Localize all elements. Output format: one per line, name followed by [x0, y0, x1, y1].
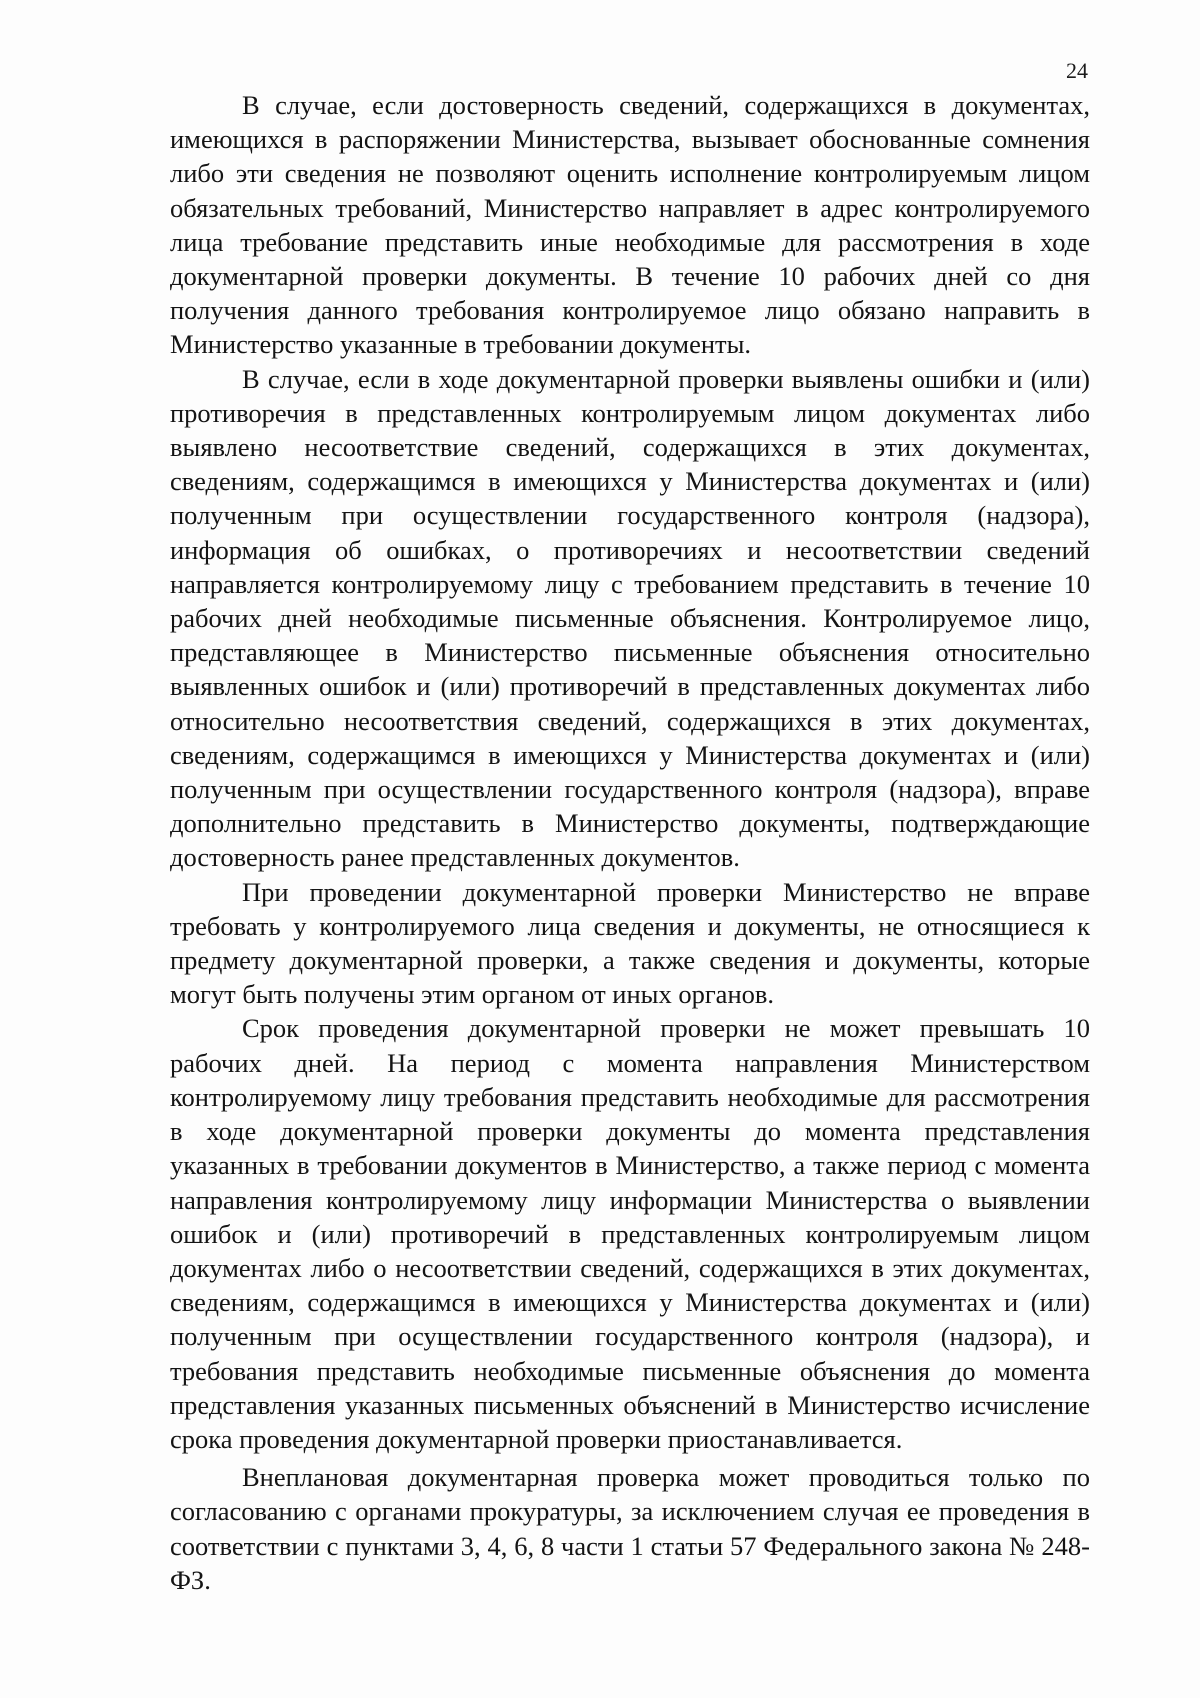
paragraph-inspection-term: Срок проведения документарной проверки не может превышать 10 рабочих дней. На период с момента направления Министерством контролируемому лицу требования представить необходимые для рассмотрения в ходе документарной проверки документы до момента представления указанных в требовании документов в Министерство, а также период с момента направления контролируемому лицу информации Министерства о выявлении ошибок и (или) противоречий в представленных контролируемым лицом документах либо о несоответствии сведений, содержащихся в этих документах, сведениям, содержащимся в имеющихся у Министерства документах и (или) полученным при осуществлении государственного контроля (надзора), и требования представить необходимые письменные объяснения до момента представления указанных письменных объяснений в Министерство исчисление срока проведения документарной проверки приостанавливается. — [170, 1013, 1090, 1454]
paragraph-errors-and-explanations: В случае, если в ходе документарной проверки выявлены ошибки и (или) противоречия в представленных контролируемым лицом документах либо выявлено несоответствие сведений, содержащихся в этих документах, сведениям, содержащимся в имеющихся у Министерства документах и (или) полученным при осуществлении государственного контроля (надзора), информация об ошибках, о противоречиях и несоответствии сведений направляется контролируемому лицу с требованием представить в течение 10 рабочих дней необходимые письменные объяснения. Контролируемое лицо, представляющее в Министерство письменные объяснения относительно выявленных ошибок и (или) противоречий в представленных документах либо относительно несоответствия сведений, содержащихся в этих документах, сведениям, содержащимся в имеющихся у Министерства документах и (или) полученным при осуществлении государственного контроля (надзора), вправе дополнительно представить в Министерство документы, подтверждающие достоверность ранее представленных документов. — [170, 363, 1090, 873]
document-body — [170, 88, 1090, 1597]
paragraph-document-verification-request: В случае, если достоверность сведений, содержащихся в документах, имеющихся в распоряжении Министерства, вызывает обоснованные сомнения либо эти сведения не позволяют оценить исполнение контролируемым лицом обязательных требований, Министерство направляет в адрес контролируемого лица требование представить иные необходимые для рассмотрения в ходе документарной проверки документы. В течение 10 рабочих дней со дня получения данного требования контролируемое лицо обязано направить в Министерство указанные в требовании документы. — [170, 90, 1090, 360]
paragraph-unscheduled-inspection: Внеплановая документарная проверка может проводиться только по согласованию с органами прокуратуры, за исключением случая ее проведения в соответствии с пунктами 3, 4, 6, 8 части 1 статьи 57 Федерального закона № 248-ФЗ. — [170, 1462, 1090, 1595]
page-number: 24 — [1066, 58, 1088, 83]
paragraph-inspection-restrictions: При проведении документарной проверки Министерство не вправе требовать у контролируемого лица сведения и документы, не относящиеся к предмету документарной проверки, а также сведения и документы, которые могут быть получены этим органом от иных органов. — [170, 876, 1090, 1010]
